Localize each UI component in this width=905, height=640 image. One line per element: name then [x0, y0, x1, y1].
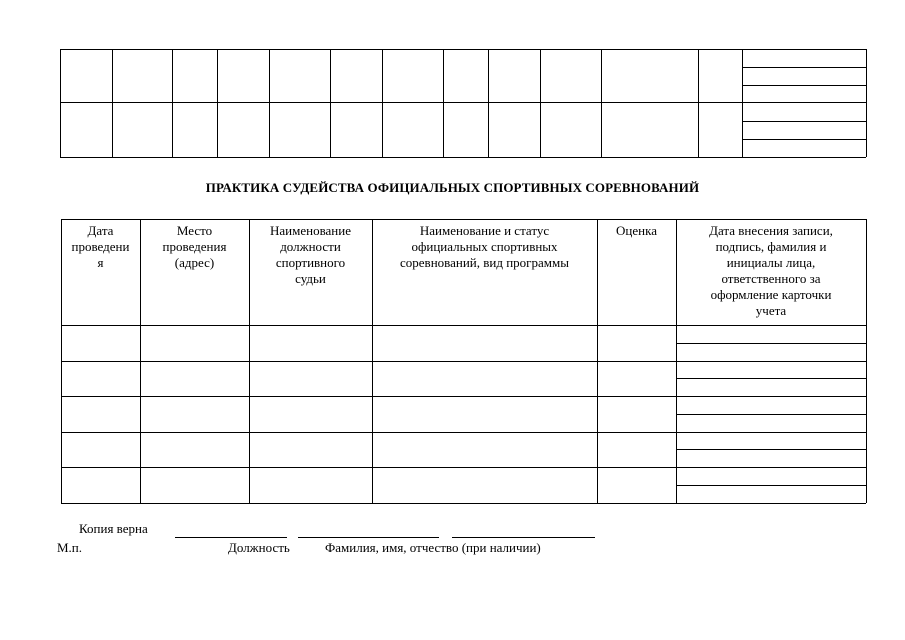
header-line: подпись, фамилия и: [715, 239, 827, 254]
signature-line: [676, 378, 866, 379]
top-table-col-border: [698, 49, 699, 157]
name-signature-line: [298, 537, 439, 538]
header-line: проведени: [71, 239, 130, 254]
top-signature-line: [742, 121, 866, 122]
signature-line-3: [452, 537, 595, 538]
header-line: Оценка: [616, 223, 657, 238]
section-title: ПРАКТИКА СУДЕЙСТВА ОФИЦИАЛЬНЫХ СПОРТИВНЫХ СОРЕВНОВАНИЙ: [205, 180, 700, 195]
header-line: я: [97, 255, 104, 270]
top-table-col-border: [488, 49, 489, 157]
top-table-col-border: [866, 49, 867, 157]
table-row-divider: [61, 432, 866, 433]
signature-line: [676, 449, 866, 450]
header-line: (адрес): [174, 255, 215, 270]
copy-label: Копия верна: [79, 521, 148, 536]
position-label: Должность: [228, 540, 290, 555]
top-table-col-border: [382, 49, 383, 157]
top-signature-line: [742, 139, 866, 140]
table-col-border: [866, 219, 867, 503]
header-line: судьи: [295, 271, 326, 286]
table-header-bottom: [61, 325, 866, 326]
table-row-divider: [61, 467, 866, 468]
signature-line: [676, 485, 866, 486]
header-line: спортивного: [275, 255, 346, 270]
top-table-border-bottom: [60, 157, 866, 158]
table-col-border: [597, 219, 598, 503]
position-signature-line: [175, 537, 287, 538]
header-line: учета: [755, 303, 787, 318]
stamp-label: М.п.: [57, 540, 83, 555]
header-judge-position: [249, 223, 372, 287]
top-table-row-divider: [60, 102, 866, 103]
top-table-col-border: [540, 49, 541, 157]
top-table-col-border: [330, 49, 331, 157]
header-record-info: [676, 223, 866, 319]
header-line: Дата: [87, 223, 114, 238]
top-table-border-top: [60, 49, 866, 50]
top-table-col-border: [112, 49, 113, 157]
top-table-col-border: [269, 49, 270, 157]
header-place: [140, 223, 249, 271]
header-line: проведения: [162, 239, 227, 254]
top-table-col-border: [742, 49, 743, 157]
top-signature-line: [742, 85, 866, 86]
header-line: Наименование и статус: [419, 223, 550, 238]
table-border-top: [61, 219, 866, 220]
header-line: официальных спортивных: [411, 239, 558, 254]
signature-line: [676, 343, 866, 344]
header-line: Место: [176, 223, 213, 238]
header-date: [61, 223, 140, 271]
top-table-col-border: [172, 49, 173, 157]
top-signature-line: [742, 67, 866, 68]
header-competition: [372, 223, 597, 271]
table-row-divider: [61, 361, 866, 362]
header-line: Дата внесения записи,: [709, 223, 833, 238]
header-line: оформление карточки: [710, 287, 832, 302]
header-line: ответственного за: [721, 271, 821, 286]
table-border-bottom: [61, 503, 866, 504]
name-label: Фамилия, имя, отчество (при наличии): [325, 540, 541, 555]
header-grade: [597, 223, 676, 239]
top-table-col-border: [60, 49, 61, 157]
header-line: должности: [280, 239, 341, 254]
signature-line: [676, 414, 866, 415]
header-line: соревнований, вид программы: [400, 255, 569, 270]
top-table-col-border: [601, 49, 602, 157]
top-table-col-border: [217, 49, 218, 157]
top-table-col-border: [443, 49, 444, 157]
table-row-divider: [61, 396, 866, 397]
header-line: Наименование: [270, 223, 351, 238]
header-line: инициалы лица,: [726, 255, 816, 270]
